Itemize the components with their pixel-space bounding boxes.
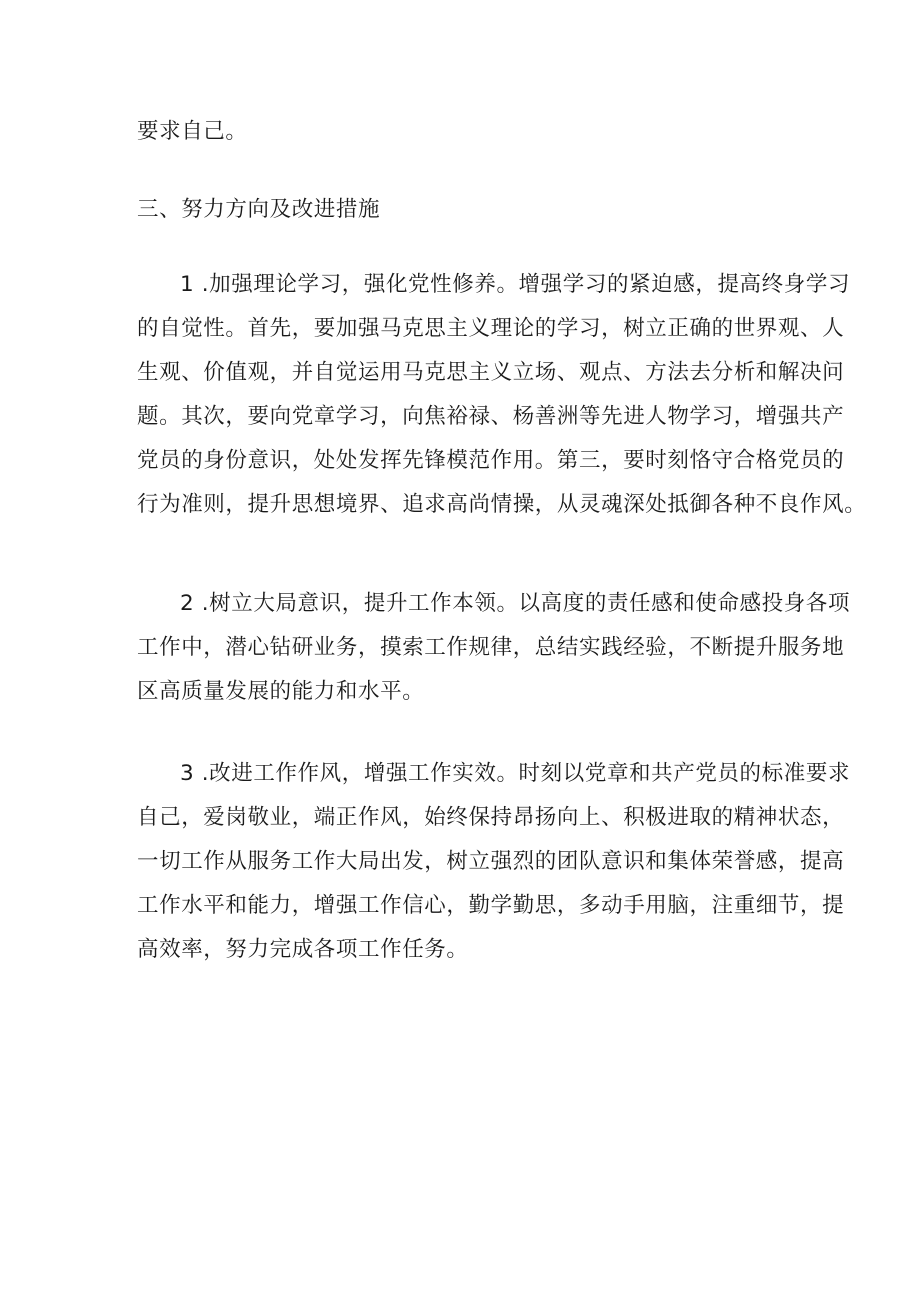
paragraph-line: 高效率，努力完成各项工作任务。 bbox=[137, 937, 469, 962]
paragraph-line: 工作水平和能力，增强工作信心，勤学勤思，多动手用脑，注重细节，提 bbox=[137, 893, 845, 918]
paragraph-line: 党员的身份意识，处处发挥先锋模范作用。第三，要时刻恪守合格党员的 bbox=[137, 448, 845, 473]
paragraph-line: 一切工作从服务工作大局出发，树立强烈的团队意识和集体荣誉感，提高 bbox=[137, 849, 845, 874]
paragraph-line: 自己，爱岗敬业，端正作风，始终保持昂扬向上、积极进取的精神状态， bbox=[137, 805, 845, 830]
paragraph-line: 生观、价值观，并自觉运用马克思主义立场、观点、方法去分析和解决问 bbox=[137, 360, 845, 385]
paragraph-line: 2 .树立大局意识，提升工作本领。以高度的责任感和使命感投身各项 bbox=[180, 591, 851, 616]
section-heading: 三、努力方向及改进措施 bbox=[137, 197, 381, 222]
paragraph-line: 工作中，潜心钻研业务，摸索工作规律，总结实践经验，不断提升服务地 bbox=[137, 635, 845, 660]
carry-over-line: 要求自己。 bbox=[137, 119, 248, 144]
paragraph-line: 的自觉性。首先，要加强马克思主义理论的学习，树立正确的世界观、人 bbox=[137, 316, 845, 341]
paragraph-line: 题。其次，要向党章学习，向焦裕禄、杨善洲等先进人物学习，增强共产 bbox=[137, 404, 845, 429]
paragraph-line: 区高质量发展的能力和水平。 bbox=[137, 679, 425, 704]
paragraph-line: 行为准则，提升思想境界、追求高尚情操，从灵魂深处抵御各种不良作风。 bbox=[137, 492, 867, 517]
paragraph-line: 1 .加强理论学习，强化党性修养。增强学习的紧迫感，提高终身学习 bbox=[180, 272, 851, 297]
paragraph-line: 3 .改进工作作风，增强工作实效。时刻以党章和共产党员的标准要求 bbox=[180, 761, 851, 786]
